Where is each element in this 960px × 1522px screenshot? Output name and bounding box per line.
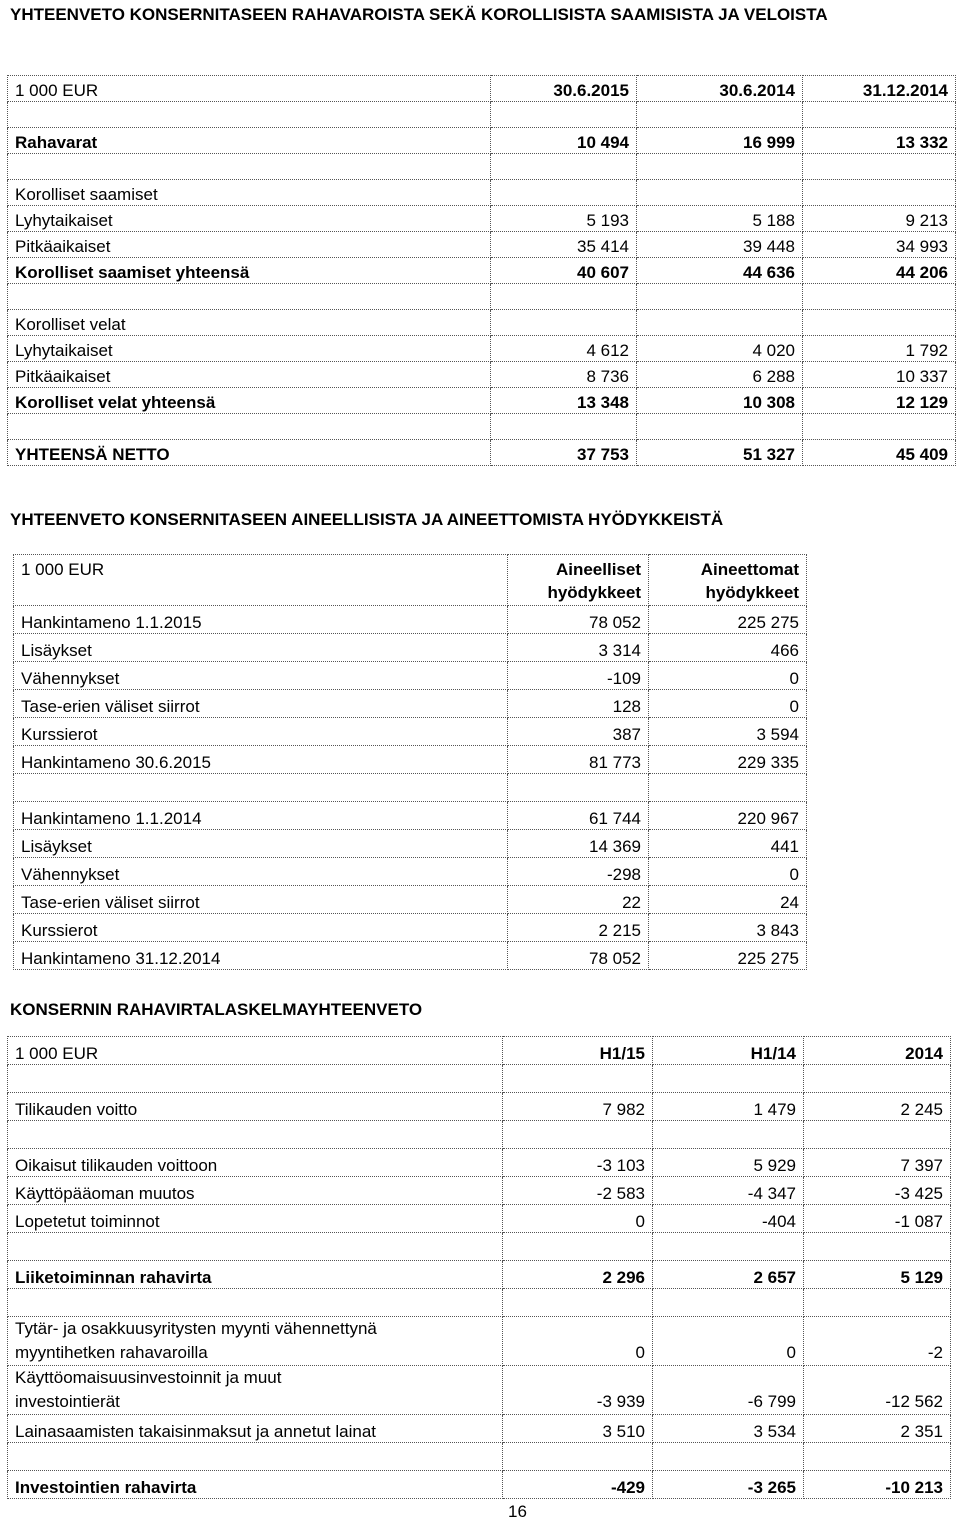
cell: -109 [508,662,649,690]
row-label: Vähennykset [14,662,508,690]
row-label: Hankintameno 31.12.2014 [14,942,508,970]
table-row [8,310,956,336]
header-line: hyödykkeet [547,583,641,602]
table-row [8,1366,951,1415]
cell: 5 193 [491,206,637,232]
cell: 44 636 [637,258,803,284]
table-row [14,662,807,690]
table-row [8,414,956,440]
cell: -10 213 [804,1471,951,1499]
cell: 441 [649,830,807,858]
cell: 2 351 [804,1415,951,1443]
cell: -12 562 [804,1366,951,1415]
cell: 9 213 [803,206,956,232]
table-header-row [8,76,956,102]
table-row [14,942,807,970]
cell: -1 087 [804,1205,951,1233]
table-row [8,362,956,388]
cell: 61 744 [508,802,649,830]
table-row [14,858,807,886]
header-cell: H1/15 [503,1037,653,1065]
row-label: Korolliset velat [8,310,491,336]
row-label-line: myyntihetken rahavaroilla [15,1343,208,1362]
table-row [8,128,956,154]
cell: 3 594 [649,718,807,746]
cell: -4 347 [653,1177,804,1205]
cell: 229 335 [649,746,807,774]
cell: 387 [508,718,649,746]
cell: -3 939 [503,1366,653,1415]
row-label: Pitkäaikaiset [8,232,491,258]
cell: -404 [653,1205,804,1233]
cell: -2 583 [503,1177,653,1205]
header-line: hyödykkeet [705,583,799,602]
table-row [8,1177,951,1205]
table-row [14,802,807,830]
table-row [14,690,807,718]
table-row [8,1261,951,1289]
row-label: Pitkäaikaiset [8,362,491,388]
cell: -3 103 [503,1149,653,1177]
row-label: Korolliset velat yhteensä [8,388,491,414]
cash-flow-summary-table [7,1036,951,1499]
row-label: Tase-erien väliset siirrot [14,886,508,914]
cell: 10 308 [637,388,803,414]
row-label: Hankintameno 1.1.2015 [14,606,508,634]
cell: 5 188 [637,206,803,232]
row-label [8,1366,503,1415]
cell: 39 448 [637,232,803,258]
table-row [8,336,956,362]
row-label: Hankintameno 1.1.2014 [14,802,508,830]
tangible-intangible-assets-table [13,554,807,970]
cell: 45 409 [803,440,956,466]
table-row [8,206,956,232]
row-label: Lyhytaikaiset [8,336,491,362]
cell: 13 332 [803,128,956,154]
header-cell: 1 000 EUR [14,555,508,606]
table-row [8,1121,951,1149]
cell: -3 265 [653,1471,804,1499]
cell: 466 [649,634,807,662]
cell: 2 245 [804,1093,951,1121]
cell: 0 [503,1317,653,1366]
cell: 10 337 [803,362,956,388]
table-header-row [14,555,807,606]
cell: 3 534 [653,1415,804,1443]
header-line: Aineettomat [700,560,799,579]
table-row [14,886,807,914]
cell: 44 206 [803,258,956,284]
cell: 0 [649,858,807,886]
cell: 3 314 [508,634,649,662]
cell: -2 [804,1317,951,1366]
table-row [8,1415,951,1443]
cell: 7 397 [804,1149,951,1177]
row-label: Tilikauden voitto [8,1093,503,1121]
cell: 1 792 [803,336,956,362]
row-label: Kurssierot [14,718,508,746]
cell: 4 020 [637,336,803,362]
cell: 128 [508,690,649,718]
cell: 0 [653,1317,804,1366]
row-label: Vähennykset [14,858,508,886]
cell: 12 129 [803,388,956,414]
cell: 14 369 [508,830,649,858]
cell: -429 [503,1471,653,1499]
cell: -3 425 [804,1177,951,1205]
table-row [8,284,956,310]
row-label: Hankintameno 30.6.2015 [14,746,508,774]
table-row [14,634,807,662]
row-label-line: Käyttöomaisuusinvestoinnit ja muut [15,1368,282,1387]
cell: 3 510 [503,1415,653,1443]
table-row [8,1443,951,1471]
row-label [8,1317,503,1366]
table-row [8,258,956,284]
cell: 78 052 [508,942,649,970]
table-row [14,746,807,774]
table-row [8,1317,951,1366]
table-row [8,1233,951,1261]
cell: 24 [649,886,807,914]
row-label: Liiketoiminnan rahavirta [8,1261,503,1289]
cell: 22 [508,886,649,914]
row-label: Kurssierot [14,914,508,942]
row-label: Investointien rahavirta [8,1471,503,1499]
header-cell: 30.6.2014 [637,76,803,102]
section3-title: KONSERNIN RAHAVIRTALASKELMAYHTEENVETO [10,1000,423,1019]
cell: -6 799 [653,1366,804,1415]
cell: 8 736 [491,362,637,388]
page-number: 16 [508,1502,527,1521]
table-row [8,388,956,414]
header-cell: 2014 [804,1037,951,1065]
cell: 35 414 [491,232,637,258]
cell: 51 327 [637,440,803,466]
cash-and-interest-table [7,75,956,466]
header-cell: H1/14 [653,1037,804,1065]
cell: 220 967 [649,802,807,830]
cell: 13 348 [491,388,637,414]
table-row [8,440,956,466]
table-row [8,1471,951,1499]
table-row [8,1289,951,1317]
table-row [14,914,807,942]
cell: 225 275 [649,942,807,970]
row-label: Lisäykset [14,830,508,858]
table-row [8,1065,951,1093]
cell: 1 479 [653,1093,804,1121]
row-label: Lopetetut toiminnot [8,1205,503,1233]
table-row [8,1205,951,1233]
row-label-line: investointierät [15,1392,120,1411]
cell: 5 129 [804,1261,951,1289]
header-cell: 31.12.2014 [803,76,956,102]
cell: 81 773 [508,746,649,774]
row-label: Rahavarat [8,128,491,154]
table-row [8,1149,951,1177]
cell: 0 [649,662,807,690]
row-label: Käyttöpääoman muutos [8,1177,503,1205]
row-label-line: Tytär- ja osakkuusyritysten myynti vähennettynä [15,1319,377,1338]
cell: 2 657 [653,1261,804,1289]
header-cell: 1 000 EUR [8,1037,503,1065]
cell: 0 [503,1205,653,1233]
cell: 7 982 [503,1093,653,1121]
section1-title: YHTEENVETO KONSERNITASEEN RAHAVAROISTA SEKÄ KOROLLISISTA SAAMISISTA JA VELOISTA [10,5,828,24]
header-cell: 1 000 EUR [8,76,491,102]
cell: 10 494 [491,128,637,154]
table-row [8,1093,951,1121]
table-row [8,232,956,258]
cell: -298 [508,858,649,886]
table-row [14,830,807,858]
table-row [8,154,956,180]
table-header-row [8,1037,951,1065]
table-row [14,606,807,634]
row-label: Lainasaamisten takaisinmaksut ja annetut lainat [8,1415,503,1443]
cell: 34 993 [803,232,956,258]
cell: 2 215 [508,914,649,942]
cell: 225 275 [649,606,807,634]
table-row [14,774,807,802]
cell: 40 607 [491,258,637,284]
row-label: Korolliset saamiset yhteensä [8,258,491,284]
table-row [8,180,956,206]
header-cell [508,555,649,606]
cell: 78 052 [508,606,649,634]
cell: 16 999 [637,128,803,154]
cell: 2 296 [503,1261,653,1289]
row-label: YHTEENSÄ NETTO [8,440,491,466]
row-label: Oikaisut tilikauden voittoon [8,1149,503,1177]
table-row [8,102,956,128]
header-cell: 30.6.2015 [491,76,637,102]
section2-title: YHTEENVETO KONSERNITASEEN AINEELLISISTA JA AINEETTOMISTA HYÖDYKKEISTÄ [10,510,724,529]
cell: 37 753 [491,440,637,466]
header-cell [649,555,807,606]
cell: 5 929 [653,1149,804,1177]
row-label: Korolliset saamiset [8,180,491,206]
cell: 0 [649,690,807,718]
header-line: Aineelliset [555,560,641,579]
cell: 3 843 [649,914,807,942]
row-label: Tase-erien väliset siirrot [14,690,508,718]
cell: 6 288 [637,362,803,388]
cell: 4 612 [491,336,637,362]
row-label: Lyhytaikaiset [8,206,491,232]
table-row [14,718,807,746]
row-label: Lisäykset [14,634,508,662]
